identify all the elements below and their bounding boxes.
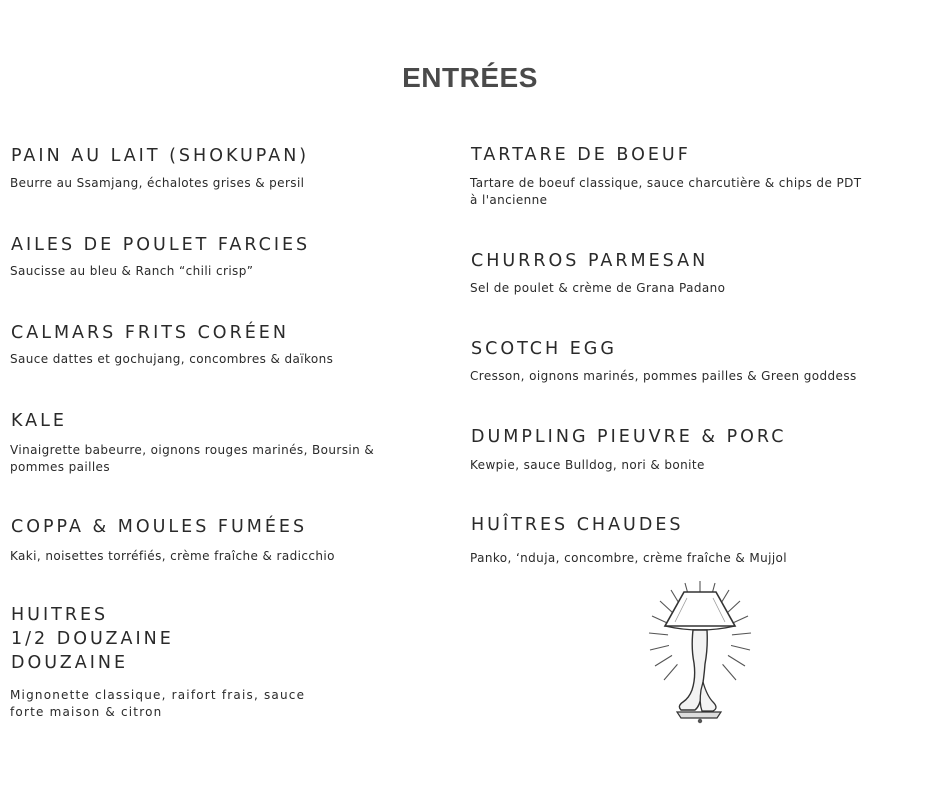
item-name-line: 1/2 DOUZAINE	[11, 629, 174, 649]
item-description: Cresson, oignons marinés, pommes pailles & Green goddess	[470, 369, 857, 383]
menu-item-scotch-egg	[471, 337, 911, 385]
item-description-line: Mignonette classique, raifort frais, sauce	[10, 688, 306, 702]
item-name: SCOTCH EGG	[471, 339, 617, 359]
item-description-line: forte maison & citron	[10, 705, 163, 719]
leg-lamp-icon	[647, 578, 753, 724]
menu-item-ailes-de-poulet	[11, 233, 431, 280]
item-description: Kewpie, sauce Bulldog, nori & bonite	[470, 458, 705, 472]
item-name-line: DOUZAINE	[11, 653, 129, 673]
item-name: AILES DE POULET FARCIES	[11, 235, 311, 255]
menu-item-tartare	[471, 143, 911, 209]
page-title: ENTRÉES	[402, 62, 538, 93]
menu-item-churros	[471, 249, 911, 297]
item-description-line: à l'ancienne	[470, 193, 548, 207]
menu-item-huitres-chaudes	[471, 513, 911, 567]
item-name: PAIN AU LAIT (SHOKUPAN)	[11, 146, 310, 166]
item-description-line: Vinaigrette babeurre, oignons rouges marinés, Boursin &	[10, 443, 375, 457]
item-name: KALE	[11, 411, 67, 431]
menu-item-pain-au-lait	[11, 144, 431, 192]
item-description: Sel de poulet & crème de Grana Padano	[470, 281, 726, 295]
menu-item-kale	[11, 409, 431, 476]
item-description-line: pommes pailles	[10, 460, 110, 474]
item-name: COPPA & MOULES FUMÉES	[11, 517, 308, 537]
menu-item-huitres	[11, 603, 431, 721]
item-name: TARTARE DE BOEUF	[471, 145, 691, 165]
item-description: Saucisse au bleu & Ranch “chili crisp”	[10, 264, 254, 278]
menu-item-calmars	[11, 321, 431, 368]
menu-item-coppa	[11, 515, 431, 565]
item-description: Sauce dattes et gochujang, concombres & daïkons	[10, 352, 334, 366]
menu-item-dumpling	[471, 425, 911, 474]
item-description-line: Tartare de boeuf classique, sauce charcutière & chips de PDT	[470, 176, 862, 190]
item-description: Beurre au Ssamjang, échalotes grises & persil	[10, 176, 305, 190]
item-description: Kaki, noisettes torréfiés, crème fraîche & radicchio	[10, 549, 335, 563]
item-name: CALMARS FRITS CORÉEN	[11, 323, 289, 343]
item-name: HUÎTRES CHAUDES	[471, 515, 684, 535]
item-description: Panko, ‘nduja, concombre, crème fraîche & Mujjol	[470, 551, 788, 565]
item-name: DUMPLING PIEUVRE & PORC	[471, 427, 787, 447]
item-name-line: HUITRES	[11, 605, 109, 625]
item-name: CHURROS PARMESAN	[471, 251, 709, 271]
